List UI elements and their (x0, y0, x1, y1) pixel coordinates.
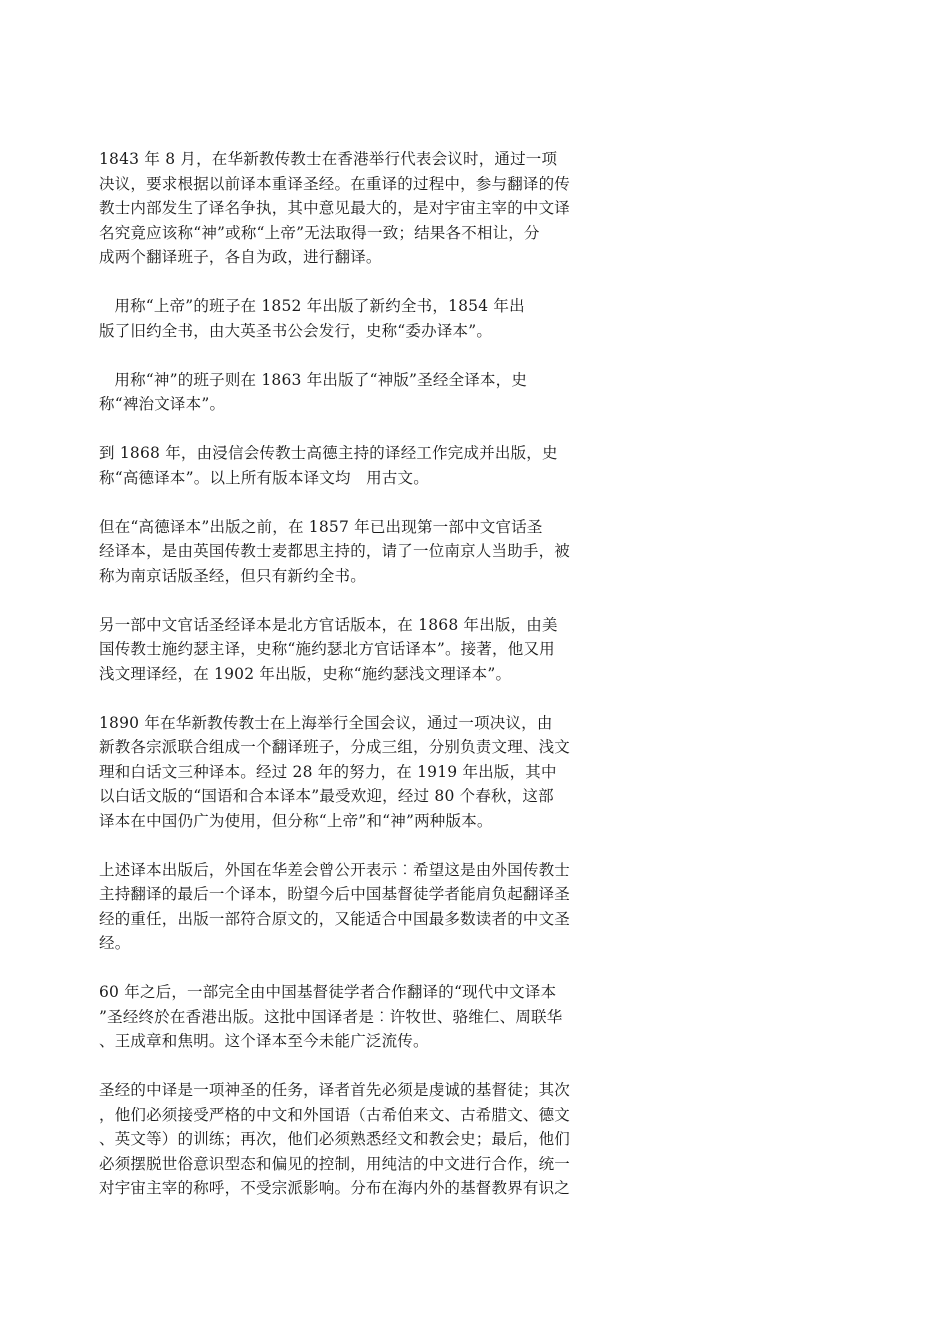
paragraph-northern-mandarin (99, 613, 609, 687)
text-line: 称“裨治文译本”。 (99, 395, 226, 413)
text-line: ，他们必须接受严格的中文和外国语（古希伯来文、古希腊文、德文 (99, 1105, 571, 1124)
text-line: 对宇宙主宰的称呼，不受宗派影响。分布在海内外的基督教界有识之 (99, 1179, 571, 1197)
text-line: 国传教士施约瑟主译，史称“施约瑟北方官话译本”。接著，他又用 (99, 640, 555, 658)
text-line: 浅文理译经，在 1902 年出版，史称“施约瑟浅文理译本”。 (99, 664, 512, 683)
paragraph-shangdi-version (99, 294, 609, 343)
text-line: 、英文等）的训练；再次，他们必须熟悉经文和教会史；最后，他们 (99, 1130, 571, 1148)
text-line: 以白话文版的“国语和合本译本”最受欢迎，经过 80 个春秋，这部 (99, 787, 554, 805)
text-line: 到 1868 年，由浸信会传教士高德主持的译经工作完成并出版，史 (99, 444, 558, 462)
text-line: 必须摆脱世俗意识型态和偏见的控制，用纯洁的中文进行合作，统一 (99, 1154, 571, 1173)
text-line: ”圣经终於在香港出版。这批中国译者是︰许牧世、骆维仁、周联华 (99, 1007, 563, 1026)
text-line: 但在“高德译本”出版之前，在 1857 年已出现第一部中文官话圣 (99, 517, 543, 536)
text-line: 经的重任，出版一部符合原文的，又能适合中国最多数读者的中文圣 (99, 909, 571, 928)
text-line: 名究竟应该称“神”或称“上帝”无法取得一致；结果各不相让，分 (99, 223, 540, 242)
text-line: 称“高德译本”。以上所有版本译文均 用古文。 (99, 468, 429, 487)
paragraph-translation-task (99, 1078, 609, 1201)
text-line: 圣经的中译是一项神圣的任务，译者首先必须是虔诚的基督徒；其次 (99, 1081, 571, 1099)
paragraph-nanjing-mandarin (99, 515, 609, 589)
text-line: 版了旧约全书，由大英圣书公会发行，史称“委办译本”。 (99, 321, 493, 340)
text-line: 教士内部发生了译名争执，其中意见最大的，是对宇宙主宰的中文译 (99, 199, 571, 217)
paragraph-1843-meeting (99, 147, 609, 270)
paragraph-shen-version (99, 368, 609, 417)
text-line: 1843 年 8 月，在华新教传教士在香港举行代表会议时，通过一项 (99, 150, 558, 168)
text-line: 60 年之后，一部完全由中国基督徒学者合作翻译的“现代中文译本 (99, 983, 557, 1001)
text-line: 经。 (99, 934, 131, 952)
text-line: 主持翻译的最后一个译本，盼望今后中国基督徒学者能肩负起翻译圣 (99, 885, 571, 903)
text-line: 译本在中国仍广为使用，但分称“上帝”和“神”两种版本。 (99, 811, 493, 830)
document-body (99, 147, 609, 1225)
text-line: 1890 年在华新教传教士在上海举行全国会议，通过一项决议，由 (99, 713, 553, 732)
text-line: 决议，要求根据以前译本重译圣经。在重译的过程中，参与翻译的传 (99, 174, 571, 193)
text-line: 上述译本出版后，外国在华差会曾公开表示︰希望这是由外国传教士 (99, 860, 571, 879)
paragraph-goddard-version (99, 441, 609, 490)
text-line: 另一部中文官话圣经译本是北方官话版本，在 1868 年出版，由美 (99, 615, 558, 634)
text-line: 成两个翻译班子，各自为政，进行翻译。 (99, 248, 382, 266)
paragraph-union-version (99, 711, 609, 834)
text-line: 新教各宗派联合组成一个翻译班子，分成三组，分别负责文理、浅文 (99, 738, 571, 756)
text-line: 、王成章和焦明。这个译本至今未能广泛流传。 (99, 1032, 429, 1050)
text-line: 用称“上帝”的班子在 1852 年出版了新约全书，1854 年出 (99, 297, 525, 315)
text-line: 理和白话文三种译本。经过 28 年的努力，在 1919 年出版，其中 (99, 762, 557, 781)
paragraph-missions-statement (99, 858, 609, 956)
paragraph-modern-version (99, 980, 609, 1054)
text-line: 称为南京话版圣经，但只有新约全书。 (99, 566, 366, 585)
text-line: 用称“神”的班子则在 1863 年出版了“神版”圣经全译本，史 (99, 370, 528, 389)
text-line: 经译本，是由英国传教士麦都思主持的，请了一位南京人当助手，被 (99, 542, 571, 560)
